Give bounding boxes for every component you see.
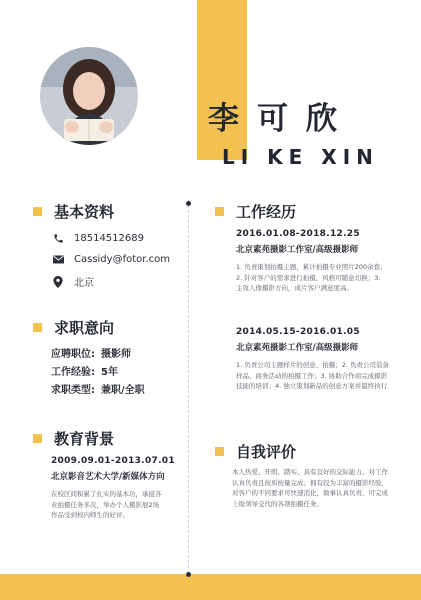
job-description [236,262,411,294]
education-school: 北京影音艺术大学/新媒体方向 [51,472,165,482]
section-education [33,428,114,449]
intent-experience [51,363,118,378]
section-title-text: 自我评价 [236,443,297,461]
intent-label: 应聘职位: [51,349,95,360]
contact-email [52,253,170,265]
description-line: 认真负责且按质按量完成；拥有较为丰富的摄影经验， [232,478,388,487]
section-self-evaluation [215,441,296,462]
description-line: 样品、商务活动的拍摄工作；3. 协助合作商完成摄影 [236,371,388,380]
section-marker [33,434,42,443]
section-marker [33,323,42,332]
self-evaluation-text [232,467,412,509]
description-line: 技能的培训；4. 独立策划新品的创意方案并最终执行 [236,382,388,390]
description-line: 1. 负责策划拍摄主题，累计拍摄专业照片200余套； [236,263,387,271]
location-text: 北京 [74,278,94,289]
education-date: 2009.09.01-2013.07.01 [51,456,175,466]
intent-label: 工作经验: [51,367,95,378]
job-date: 2014.05.15-2016.01.05 [236,327,360,337]
mail-icon [52,253,64,265]
intent-type [51,381,145,396]
description-line: 对客户的不同要求可快速消化，做事认真负责，可完成 [232,489,388,497]
job-org: 北京素苑摄影工作室/高级摄影师 [236,343,359,353]
section-job-intent [33,317,114,338]
description-line: 作品受到校内师生的好评。 [51,511,129,519]
divider-dot-top [186,201,191,206]
intent-value: 摄影师 [101,349,131,360]
column-divider [188,200,189,578]
name-english: LI KE XIN [222,145,379,169]
job-date: 2016.01.08-2018.12.25 [236,229,360,239]
intent-value: 5年 [101,367,118,378]
section-title-text: 教育背景 [54,430,115,448]
intent-position [51,345,131,360]
email-address: Cassidy@fotor.com [74,253,170,265]
contact-location [52,274,94,289]
phone-icon [52,232,64,244]
description-line: 上级领导交代的各项拍摄任务。 [232,499,323,508]
phone-number: 18514512689 [74,232,144,244]
divider-dot-bottom [186,572,191,577]
description-line: 本人热爱、开朗、踏实、具有良好的交际能力。对工作 [232,468,388,476]
job-org: 北京素苑摄影工作室/高级摄影师 [236,245,359,255]
section-title-text: 基本资料 [54,203,115,221]
job-description [236,360,411,392]
location-pin-icon [52,276,64,288]
section-title-text: 求职意向 [54,319,115,337]
intent-value: 兼职/全职 [101,385,145,396]
section-work-experience [215,201,296,222]
description-line: 主攻人像摄影方向，成片客户满意度高。 [236,284,353,292]
name-chinese: 李可欣 [208,101,355,137]
description-line: 业拍摄任务多次，举办个人摄影展2场 [51,500,160,509]
footer-accent-bar [0,574,421,600]
section-title-text: 工作经历 [236,203,297,221]
education-description [51,489,181,521]
section-marker [215,207,224,216]
profile-photo [40,47,138,145]
section-marker [215,447,224,456]
intent-label: 求职类型: [51,385,95,396]
contact-phone [52,232,144,244]
description-line: 在校区间积累了扎实的基本功，承接各 [51,490,162,498]
description-line: 2. 针对客户的需求进行拍摄，风格可随意切换；3. [236,273,381,282]
section-marker [33,207,42,216]
description-line: 1. 负责公司主题样片的创意、拍摄；2. 负责公司装备 [236,361,390,369]
section-basic-info [33,201,114,222]
